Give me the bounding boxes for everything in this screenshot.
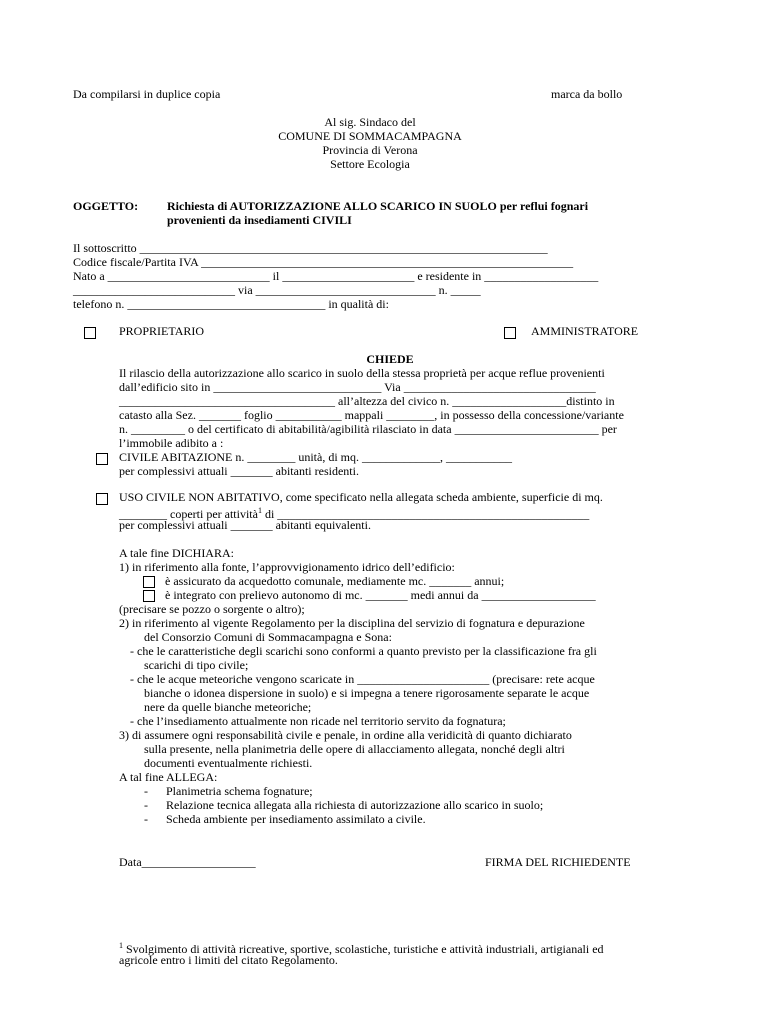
- addressee-line: Al sig. Sindaco del: [324, 115, 416, 129]
- allega-item: Planimetria schema fognature;: [166, 784, 313, 798]
- dichiara-item: è assicurato da acquedotto comunale, mediamente mc. _______ annui;: [165, 574, 505, 588]
- chiede-line: dall’edificio sito in ____________________________ Via ________________________________: [119, 380, 596, 394]
- dichiara-item: - che le caratteristiche degli scarichi sono conformi a quanto previsto per la classificazione fra gli: [130, 644, 597, 658]
- dichiara-item: 2) in riferimento al vigente Regolamento per la disciplina del servizio di fognatura e depurazione: [119, 616, 585, 630]
- dichiara-item: del Consorzio Comuni di Sommacampagna e Sona:: [144, 630, 392, 644]
- chiede-line: Il rilascio della autorizzazione allo scarico in suolo della stessa proprietà per acque reflue provenienti: [119, 366, 605, 380]
- allega-item: Relazione tecnica allegata alla richiesta di autorizzazione allo scarico in suolo;: [166, 798, 544, 812]
- subject-line: provenienti da insediamenti CIVILI: [167, 213, 352, 227]
- amministratore-label: AMMINISTRATORE: [531, 324, 639, 338]
- uso-civile-activity-text: ________ coperti per attività: [119, 507, 258, 521]
- stamp-note: marca da bollo: [551, 87, 623, 101]
- footnote-mark: 1: [119, 941, 123, 950]
- applicant-address-line: ___________________________ via ______________________________ n. _____: [73, 283, 481, 297]
- acquedotto-checkbox[interactable]: [143, 576, 155, 588]
- dichiara-item: 3) di assumere ogni responsabilità civile e penale, in ordine alla veridicità di quanto dichiarato: [119, 728, 572, 742]
- dichiara-item: è integrato con prelievo autonomo di mc. _______ medi annui da ___________________: [165, 588, 596, 602]
- allega-dash: -: [144, 812, 148, 826]
- chiede-line: l’immobile adibito a :: [119, 436, 224, 450]
- applicant-phone-line: telefono n. _________________________________ in qualità di:: [73, 297, 389, 311]
- copy-note: Da compilarsi in duplice copia: [73, 87, 221, 101]
- civile-abitazione-line: CIVILE ABITAZIONE n. ________ unità, di mq. _____________, ___________: [119, 450, 513, 464]
- civile-abitazione-residents: per complessivi attuali _______ abitanti residenti.: [119, 464, 359, 478]
- prelievo-checkbox[interactable]: [143, 590, 155, 602]
- dichiara-item: scarichi di tipo civile;: [144, 658, 249, 672]
- dichiara-heading: A tale fine DICHIARA:: [119, 546, 234, 560]
- proprietario-checkbox[interactable]: [84, 327, 96, 339]
- dichiara-item: (precisare se pozzo o sorgente o altro);: [119, 602, 305, 616]
- allega-heading: A tal fine ALLEGA:: [119, 770, 218, 784]
- addressee-line: Settore Ecologia: [330, 157, 410, 171]
- date-field: Data___________________: [119, 855, 256, 869]
- allega-item: Scheda ambiente per insediamento assimilato a civile.: [166, 812, 426, 826]
- dichiara-item: 1) in riferimento alla fonte, l’approvvigionamento idrico dell’edificio:: [119, 560, 455, 574]
- footnote-text: Svolgimento di attività ricreative, sportive, scolastiche, turistiche e attività industriali, artigianali ed: [126, 942, 604, 956]
- footnote-line: agricole entro i limiti del citato Regolamento.: [119, 953, 338, 967]
- uso-civile-equivalents: per complessivi attuali _______ abitanti equivalenti.: [119, 518, 371, 532]
- dichiara-item: - che le acque meteoriche vengono scaricate in ______________________ (precisare: rete acque: [130, 672, 595, 686]
- footnote-ref: 1: [257, 506, 262, 515]
- addressee-line: Provincia di Verona: [322, 143, 418, 157]
- chiede-line: n. _________ o del certificato di abitabilità/agibilità rilasciato in data ________________________ per: [119, 422, 617, 436]
- chiede-line: catasto alla Sez. _______ foglio ___________ mappali ________, in possesso della concessione/variante: [119, 408, 624, 422]
- subject-line: Richiesta di AUTORIZZAZIONE ALLO SCARICO IN SUOLO per reflui fognari: [167, 199, 589, 213]
- uso-civile-checkbox[interactable]: [96, 493, 108, 505]
- amministratore-checkbox[interactable]: [504, 327, 516, 339]
- uso-civile-activity-rest: di ____________________________________________________: [261, 507, 590, 521]
- chiede-line: ____________________________________ all’altezza del civico n. ___________________distinto in: [119, 394, 615, 408]
- dichiara-item: - che l’insediamento attualmente non ricade nel territorio servito da fognatura;: [130, 714, 506, 728]
- allega-dash: -: [144, 784, 148, 798]
- uso-civile-line: USO CIVILE NON ABITATIVO, come specificato nella allegata scheda ambiente, superficie di mq.: [119, 490, 603, 504]
- dichiara-item: bianche o idonea dispersione in suolo) e si impegna a tenere rigorosamente separate le acque: [144, 686, 590, 700]
- dichiara-item: documenti eventualmente richiesti.: [144, 756, 313, 770]
- dichiara-item: nere da quelle bianche meteoriche;: [144, 700, 312, 714]
- allega-dash: -: [144, 798, 148, 812]
- civile-abitazione-checkbox[interactable]: [96, 453, 108, 465]
- addressee-line: COMUNE DI SOMMACAMPAGNA: [278, 129, 462, 143]
- dichiara-item: sulla presente, nella planimetria delle opere di allacciamento allegata, nonché degli altri: [144, 742, 565, 756]
- applicant-tax-line: Codice fiscale/Partita IVA ______________________________________________________________: [73, 255, 574, 269]
- applicant-name-line: Il sottoscritto ____________________________________________________________________: [73, 241, 548, 255]
- chiede-heading: CHIEDE: [366, 352, 414, 366]
- proprietario-label: PROPRIETARIO: [119, 324, 205, 338]
- applicant-birth-line: Nato a ___________________________ il ______________________ e residente in ___________________: [73, 269, 599, 283]
- signature-label: FIRMA DEL RICHIEDENTE: [485, 855, 631, 869]
- subject-label: OGGETTO:: [73, 199, 139, 213]
